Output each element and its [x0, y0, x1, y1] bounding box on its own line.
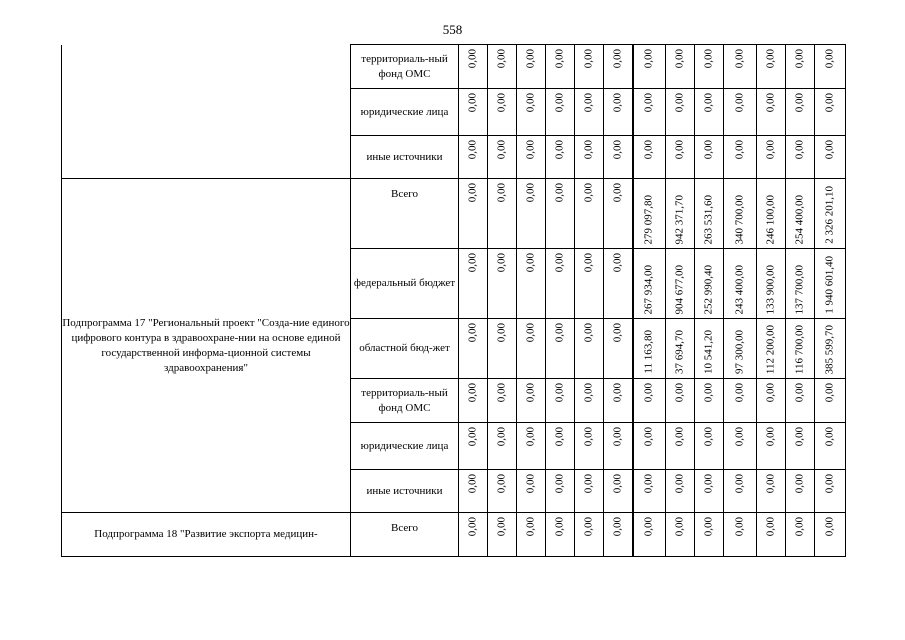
program-title — [62, 45, 351, 179]
value-text: 0,00 — [702, 93, 715, 113]
value-text: 0,00 — [823, 383, 836, 403]
value-cell — [695, 179, 724, 249]
funding-source: территориаль-ный фонд ОМС — [351, 379, 459, 423]
value-cell — [517, 89, 546, 136]
value-cell — [666, 513, 695, 557]
value-cell — [724, 179, 757, 249]
value-cell — [815, 89, 846, 136]
value-cell — [459, 45, 488, 89]
value-text: 0,00 — [466, 183, 479, 203]
value-text: 0,00 — [466, 517, 479, 537]
value-cell — [459, 249, 488, 319]
value-cell — [695, 513, 724, 557]
value-cell — [546, 45, 575, 89]
value-text: 0,00 — [673, 383, 686, 403]
value-text: 0,00 — [702, 140, 715, 160]
value-cell — [575, 513, 604, 557]
value-text: 97 300,00 — [733, 330, 746, 374]
value-cell — [604, 423, 633, 470]
funding-source: юридические лица — [351, 423, 459, 470]
value-cell — [786, 249, 815, 319]
value-text: 0,00 — [764, 140, 777, 160]
value-cell — [695, 89, 724, 136]
value-text: 0,00 — [673, 93, 686, 113]
value-cell — [633, 249, 666, 319]
value-text: 0,00 — [466, 427, 479, 447]
value-text: 0,00 — [764, 474, 777, 494]
value-cell — [633, 179, 666, 249]
value-cell — [786, 423, 815, 470]
value-text: 0,00 — [611, 323, 624, 343]
value-text: 0,00 — [524, 253, 537, 273]
value-text: 1 940 601,40 — [823, 256, 836, 314]
value-cell — [757, 179, 786, 249]
value-text: 0,00 — [466, 474, 479, 494]
value-text: 0,00 — [582, 49, 595, 69]
funding-source: юридические лица — [351, 89, 459, 136]
value-text: 11 163,80 — [642, 330, 655, 374]
value-text: 0,00 — [495, 93, 508, 113]
value-text: 0,00 — [495, 383, 508, 403]
value-cell — [724, 513, 757, 557]
value-cell — [633, 470, 666, 513]
value-cell — [786, 470, 815, 513]
value-text: 0,00 — [466, 253, 479, 273]
value-text: 112 200,00 — [764, 324, 777, 374]
value-text: 0,00 — [495, 49, 508, 69]
value-text: 0,00 — [582, 427, 595, 447]
value-text: 0,00 — [793, 427, 806, 447]
value-text: 0,00 — [495, 323, 508, 343]
value-cell — [666, 470, 695, 513]
value-cell — [786, 319, 815, 379]
value-cell — [724, 319, 757, 379]
value-cell — [666, 136, 695, 179]
value-text: 0,00 — [524, 474, 537, 494]
value-text: 2 326 201,10 — [823, 186, 836, 244]
value-cell — [517, 179, 546, 249]
value-cell — [724, 136, 757, 179]
value-cell — [604, 470, 633, 513]
funding-source: территориаль-ный фонд ОМС — [351, 45, 459, 89]
value-cell — [633, 423, 666, 470]
value-text: 0,00 — [466, 93, 479, 113]
value-text: 137 700,00 — [793, 264, 806, 314]
value-cell — [815, 319, 846, 379]
value-text: 0,00 — [764, 517, 777, 537]
value-cell — [459, 89, 488, 136]
value-text: 0,00 — [466, 383, 479, 403]
value-cell — [786, 136, 815, 179]
program-title: Подпрограмма 18 "Развитие экспорта медицин- — [62, 513, 351, 557]
value-cell — [695, 379, 724, 423]
value-text: 340 700,00 — [733, 194, 746, 244]
value-cell — [815, 470, 846, 513]
value-cell — [666, 319, 695, 379]
value-text: 0,00 — [823, 474, 836, 494]
value-text: 0,00 — [642, 49, 655, 69]
value-cell — [517, 513, 546, 557]
value-text: 0,00 — [553, 427, 566, 447]
value-text: 0,00 — [823, 49, 836, 69]
value-text: 0,00 — [673, 140, 686, 160]
value-text: 0,00 — [642, 427, 655, 447]
value-text: 0,00 — [793, 383, 806, 403]
value-cell — [666, 179, 695, 249]
table-row — [62, 513, 846, 557]
value-cell — [786, 513, 815, 557]
value-cell — [546, 423, 575, 470]
value-cell — [488, 249, 517, 319]
value-text: 0,00 — [582, 253, 595, 273]
value-cell — [724, 379, 757, 423]
value-text: 0,00 — [642, 383, 655, 403]
value-text: 0,00 — [733, 474, 746, 494]
value-text: 0,00 — [466, 49, 479, 69]
value-cell — [695, 45, 724, 89]
value-cell — [695, 423, 724, 470]
value-cell — [695, 470, 724, 513]
value-cell — [724, 249, 757, 319]
value-cell — [724, 423, 757, 470]
value-text: 0,00 — [611, 93, 624, 113]
value-text: 0,00 — [524, 323, 537, 343]
value-text: 0,00 — [611, 140, 624, 160]
value-text: 0,00 — [793, 93, 806, 113]
value-cell — [488, 136, 517, 179]
value-cell — [459, 513, 488, 557]
value-cell — [786, 45, 815, 89]
value-text: 246 100,00 — [764, 194, 777, 244]
value-text: 0,00 — [466, 140, 479, 160]
value-cell — [546, 179, 575, 249]
value-cell — [604, 136, 633, 179]
value-text: 0,00 — [642, 140, 655, 160]
value-text: 0,00 — [495, 474, 508, 494]
value-text: 0,00 — [582, 140, 595, 160]
value-cell — [575, 136, 604, 179]
value-cell — [757, 513, 786, 557]
value-text: 0,00 — [553, 183, 566, 203]
value-cell — [546, 249, 575, 319]
value-text: 0,00 — [823, 517, 836, 537]
value-cell — [575, 470, 604, 513]
value-text: 942 371,70 — [673, 194, 686, 244]
value-text: 0,00 — [582, 183, 595, 203]
value-text: 0,00 — [553, 253, 566, 273]
value-cell — [757, 423, 786, 470]
value-cell — [488, 319, 517, 379]
value-text: 0,00 — [702, 474, 715, 494]
value-text: 0,00 — [702, 517, 715, 537]
value-cell — [666, 45, 695, 89]
value-cell — [757, 379, 786, 423]
value-cell — [517, 45, 546, 89]
value-text: 0,00 — [702, 427, 715, 447]
value-cell — [459, 423, 488, 470]
value-text: 0,00 — [823, 93, 836, 113]
value-cell — [815, 45, 846, 89]
value-cell — [604, 249, 633, 319]
value-text: 0,00 — [733, 517, 746, 537]
value-cell — [604, 379, 633, 423]
value-cell — [786, 179, 815, 249]
value-cell — [488, 89, 517, 136]
program-title: Подпрограмма 17 "Региональный проект "Созда-ние единого цифрового контура в здравоохране-нии на основе единой государственной информа-ционной системы здравоохранения" — [62, 179, 351, 513]
value-cell — [517, 249, 546, 319]
value-text: 0,00 — [553, 323, 566, 343]
value-text: 0,00 — [495, 140, 508, 160]
value-cell — [517, 379, 546, 423]
value-text: 0,00 — [793, 140, 806, 160]
value-text: 0,00 — [673, 474, 686, 494]
value-cell — [815, 379, 846, 423]
value-cell — [604, 89, 633, 136]
value-text: 0,00 — [793, 49, 806, 69]
value-text: 0,00 — [611, 517, 624, 537]
funding-source: Всего — [351, 513, 459, 557]
value-cell — [815, 249, 846, 319]
value-cell — [604, 513, 633, 557]
value-cell — [786, 89, 815, 136]
value-text: 0,00 — [823, 427, 836, 447]
value-text: 0,00 — [524, 93, 537, 113]
value-text: 37 694,70 — [673, 330, 686, 374]
value-text: 0,00 — [611, 49, 624, 69]
value-cell — [459, 379, 488, 423]
value-text: 0,00 — [582, 323, 595, 343]
value-text: 0,00 — [823, 140, 836, 160]
value-text: 0,00 — [611, 427, 624, 447]
value-cell — [815, 423, 846, 470]
value-cell — [546, 470, 575, 513]
value-cell — [575, 45, 604, 89]
value-cell — [695, 136, 724, 179]
value-text: 0,00 — [495, 183, 508, 203]
value-cell — [546, 136, 575, 179]
table-row — [62, 179, 846, 249]
value-cell — [488, 45, 517, 89]
value-text: 0,00 — [793, 474, 806, 494]
value-text: 0,00 — [611, 253, 624, 273]
value-cell — [546, 379, 575, 423]
value-text: 0,00 — [764, 427, 777, 447]
value-text: 0,00 — [733, 427, 746, 447]
value-text: 0,00 — [553, 93, 566, 113]
value-text: 0,00 — [764, 93, 777, 113]
value-text: 0,00 — [524, 140, 537, 160]
value-text: 0,00 — [495, 427, 508, 447]
value-cell — [757, 89, 786, 136]
value-cell — [488, 379, 517, 423]
value-cell — [724, 45, 757, 89]
value-cell — [633, 513, 666, 557]
value-cell — [757, 249, 786, 319]
value-cell — [546, 89, 575, 136]
value-text: 0,00 — [582, 93, 595, 113]
value-text: 0,00 — [702, 383, 715, 403]
value-text: 0,00 — [764, 383, 777, 403]
funding-source: областной бюд-жет — [351, 319, 459, 379]
funding-table — [61, 44, 846, 557]
value-text: 0,00 — [553, 140, 566, 160]
value-cell — [517, 319, 546, 379]
value-cell — [575, 379, 604, 423]
value-cell — [695, 249, 724, 319]
value-text: 267 934,00 — [642, 264, 655, 314]
value-cell — [488, 513, 517, 557]
value-cell — [786, 379, 815, 423]
value-text: 0,00 — [524, 517, 537, 537]
value-cell — [488, 470, 517, 513]
value-cell — [666, 423, 695, 470]
value-cell — [546, 319, 575, 379]
value-text: 0,00 — [524, 49, 537, 69]
value-text: 0,00 — [793, 517, 806, 537]
value-cell — [517, 423, 546, 470]
value-text: 904 677,00 — [673, 264, 686, 314]
value-cell — [757, 45, 786, 89]
value-text: 0,00 — [611, 183, 624, 203]
value-text: 0,00 — [582, 474, 595, 494]
page-number: 558 — [442, 22, 463, 37]
value-cell — [633, 379, 666, 423]
value-cell — [633, 45, 666, 89]
value-text: 0,00 — [733, 49, 746, 69]
value-text: 0,00 — [524, 383, 537, 403]
value-text: 0,00 — [466, 323, 479, 343]
value-text: 0,00 — [673, 49, 686, 69]
value-text: 116 700,00 — [793, 324, 806, 374]
value-text: 0,00 — [733, 140, 746, 160]
value-cell — [757, 319, 786, 379]
value-text: 243 400,00 — [733, 264, 746, 314]
value-cell — [757, 136, 786, 179]
value-cell — [459, 470, 488, 513]
value-text: 0,00 — [582, 383, 595, 403]
value-cell — [666, 249, 695, 319]
value-cell — [546, 513, 575, 557]
value-text: 385 599,70 — [823, 324, 836, 374]
value-cell — [575, 423, 604, 470]
value-cell — [724, 470, 757, 513]
value-text: 263 531,60 — [702, 194, 715, 244]
funding-source: иные источники — [351, 136, 459, 179]
value-text: 0,00 — [642, 93, 655, 113]
value-text: 0,00 — [553, 383, 566, 403]
value-cell — [488, 423, 517, 470]
value-cell — [815, 513, 846, 557]
value-text: 0,00 — [611, 383, 624, 403]
funding-source: иные источники — [351, 470, 459, 513]
value-cell — [575, 89, 604, 136]
value-cell — [633, 319, 666, 379]
value-text: 0,00 — [553, 517, 566, 537]
value-text: 10 541,20 — [702, 330, 715, 374]
value-cell — [604, 319, 633, 379]
value-text: 0,00 — [733, 383, 746, 403]
value-text: 254 400,00 — [793, 194, 806, 244]
value-cell — [517, 136, 546, 179]
value-cell — [757, 470, 786, 513]
value-text: 0,00 — [524, 183, 537, 203]
value-cell — [815, 179, 846, 249]
value-text: 0,00 — [764, 49, 777, 69]
value-cell — [666, 379, 695, 423]
value-cell — [724, 89, 757, 136]
table-row — [62, 45, 846, 89]
value-cell — [459, 179, 488, 249]
value-text: 0,00 — [582, 517, 595, 537]
value-cell — [604, 45, 633, 89]
value-text: 279 097,80 — [642, 194, 655, 244]
value-text: 0,00 — [642, 474, 655, 494]
value-cell — [666, 89, 695, 136]
value-cell — [488, 179, 517, 249]
value-cell — [575, 319, 604, 379]
value-text: 0,00 — [553, 474, 566, 494]
value-text: 0,00 — [611, 474, 624, 494]
funding-source: Всего — [351, 179, 459, 249]
value-text: 0,00 — [524, 427, 537, 447]
value-cell — [633, 89, 666, 136]
value-cell — [633, 136, 666, 179]
value-cell — [575, 249, 604, 319]
value-cell — [459, 319, 488, 379]
value-cell — [575, 179, 604, 249]
value-text: 133 900,00 — [764, 264, 777, 314]
value-text: 0,00 — [495, 517, 508, 537]
value-text: 0,00 — [642, 517, 655, 537]
value-text: 0,00 — [733, 93, 746, 113]
value-text: 0,00 — [553, 49, 566, 69]
value-text: 0,00 — [673, 427, 686, 447]
value-cell — [604, 179, 633, 249]
value-cell — [695, 319, 724, 379]
value-cell — [459, 136, 488, 179]
value-text: 252 990,40 — [702, 264, 715, 314]
value-text: 0,00 — [702, 49, 715, 69]
value-text: 0,00 — [495, 253, 508, 273]
value-cell — [815, 136, 846, 179]
value-text: 0,00 — [673, 517, 686, 537]
funding-source: федеральный бюджет — [351, 249, 459, 319]
value-cell — [517, 470, 546, 513]
